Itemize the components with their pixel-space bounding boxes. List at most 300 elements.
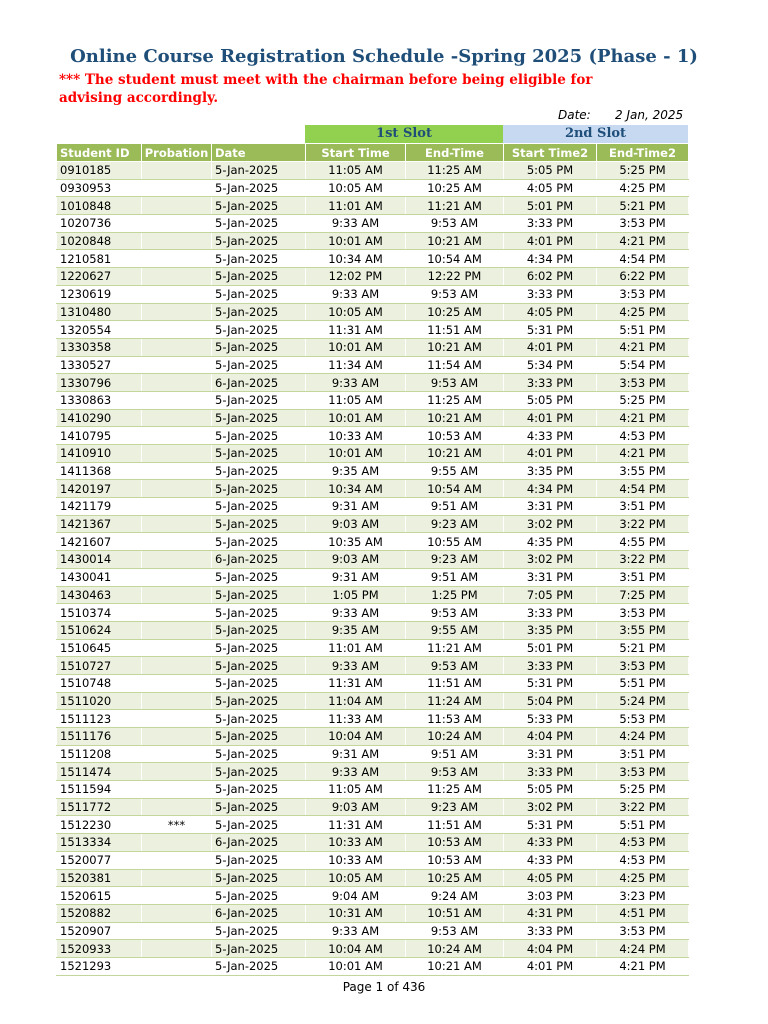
cell-probation: ***: [142, 816, 212, 834]
table-row: [57, 604, 689, 622]
cell-date: 5-Jan-2025: [212, 639, 306, 657]
cell-start-time: 10:05 AM: [306, 869, 406, 887]
cell-date: 5-Jan-2025: [212, 462, 306, 480]
cell-end-time2: 3:53 PM: [597, 374, 689, 392]
cell-start-time2: 4:33 PM: [504, 834, 597, 852]
cell-probation: [142, 745, 212, 763]
cell-start-time2: 5:05 PM: [504, 781, 597, 799]
cell-end-time: 9:23 AM: [406, 551, 504, 569]
cell-end-time: 11:51 AM: [406, 816, 504, 834]
cell-start-time2: 5:31 PM: [504, 816, 597, 834]
cell-date: 5-Jan-2025: [212, 940, 306, 958]
table-row: [57, 922, 689, 940]
cell-start-time: 10:33 AM: [306, 427, 406, 445]
cell-end-time: 9:53 AM: [406, 922, 504, 940]
cell-end-time2: 4:21 PM: [597, 445, 689, 463]
table-row: [57, 409, 689, 427]
cell-date: 5-Jan-2025: [212, 179, 306, 197]
cell-end-time: 12:22 PM: [406, 268, 504, 286]
cell-student-id: 0910185: [57, 162, 142, 180]
cell-end-time2: 5:54 PM: [597, 356, 689, 374]
cell-end-time: 10:25 AM: [406, 303, 504, 321]
cell-end-time: 10:25 AM: [406, 179, 504, 197]
cell-end-time2: 3:53 PM: [597, 604, 689, 622]
cell-probation: [142, 515, 212, 533]
cell-probation: [142, 674, 212, 692]
table-row: [57, 869, 689, 887]
cell-date: 5-Jan-2025: [212, 604, 306, 622]
cell-date: 5-Jan-2025: [212, 268, 306, 286]
cell-start-time2: 5:04 PM: [504, 692, 597, 710]
cell-start-time2: 5:34 PM: [504, 356, 597, 374]
cell-probation: [142, 179, 212, 197]
table-row: [57, 657, 689, 675]
table-row: [57, 728, 689, 746]
cell-date: 5-Jan-2025: [212, 887, 306, 905]
cell-end-time2: 4:21 PM: [597, 232, 689, 250]
cell-student-id: 1520077: [57, 851, 142, 869]
cell-start-time: 9:33 AM: [306, 215, 406, 233]
cell-start-time: 9:31 AM: [306, 745, 406, 763]
cell-start-time2: 5:05 PM: [504, 391, 597, 409]
cell-end-time: 10:24 AM: [406, 940, 504, 958]
cell-student-id: 1511208: [57, 745, 142, 763]
cell-start-time2: 3:35 PM: [504, 621, 597, 639]
cell-student-id: 1010848: [57, 197, 142, 215]
cell-start-time2: 3:33 PM: [504, 215, 597, 233]
cell-student-id: 1511176: [57, 728, 142, 746]
cell-end-time2: 4:51 PM: [597, 904, 689, 922]
cell-start-time: 10:01 AM: [306, 445, 406, 463]
cell-end-time: 11:21 AM: [406, 639, 504, 657]
cell-end-time2: 5:24 PM: [597, 692, 689, 710]
cell-end-time: 10:21 AM: [406, 445, 504, 463]
cell-student-id: 1520615: [57, 887, 142, 905]
date-label: Date:: [558, 108, 591, 122]
cell-end-time2: 5:51 PM: [597, 321, 689, 339]
table-row: [57, 639, 689, 657]
cell-end-time: 9:51 AM: [406, 568, 504, 586]
cell-date: 5-Jan-2025: [212, 498, 306, 516]
cell-probation: [142, 321, 212, 339]
cell-end-time: 10:53 AM: [406, 851, 504, 869]
cell-start-time2: 5:01 PM: [504, 639, 597, 657]
table-row: [57, 515, 689, 533]
cell-date: 5-Jan-2025: [212, 391, 306, 409]
table-row: [57, 391, 689, 409]
cell-start-time2: 3:31 PM: [504, 568, 597, 586]
cell-end-time2: 3:22 PM: [597, 515, 689, 533]
cell-end-time: 9:55 AM: [406, 621, 504, 639]
cell-start-time: 11:33 AM: [306, 710, 406, 728]
cell-probation: [142, 533, 212, 551]
cell-start-time2: 3:33 PM: [504, 763, 597, 781]
cell-end-time: 9:53 AM: [406, 285, 504, 303]
schedule-table: [56, 143, 689, 976]
cell-end-time2: 4:25 PM: [597, 869, 689, 887]
cell-end-time2: 4:54 PM: [597, 250, 689, 268]
table-row: [57, 586, 689, 604]
cell-end-time2: 5:21 PM: [597, 639, 689, 657]
cell-start-time: 10:01 AM: [306, 409, 406, 427]
cell-start-time2: 6:02 PM: [504, 268, 597, 286]
cell-end-time2: 3:51 PM: [597, 568, 689, 586]
cell-probation: [142, 303, 212, 321]
table-row: [57, 462, 689, 480]
cell-end-time: 10:54 AM: [406, 250, 504, 268]
page-title: Online Course Registration Schedule -Spring 2025 (Phase - 1): [70, 46, 698, 67]
cell-date: 5-Jan-2025: [212, 427, 306, 445]
cell-student-id: 1420197: [57, 480, 142, 498]
cell-student-id: 1510374: [57, 604, 142, 622]
cell-start-time2: 4:33 PM: [504, 427, 597, 445]
cell-start-time: 9:33 AM: [306, 374, 406, 392]
cell-probation: [142, 551, 212, 569]
cell-date: 5-Jan-2025: [212, 674, 306, 692]
cell-student-id: 1230619: [57, 285, 142, 303]
cell-end-time2: 6:22 PM: [597, 268, 689, 286]
cell-date: 6-Jan-2025: [212, 834, 306, 852]
cell-date: 5-Jan-2025: [212, 781, 306, 799]
cell-probation: [142, 940, 212, 958]
cell-end-time2: 4:21 PM: [597, 338, 689, 356]
cell-probation: [142, 409, 212, 427]
cell-student-id: 1411368: [57, 462, 142, 480]
cell-probation: [142, 621, 212, 639]
cell-end-time: 9:53 AM: [406, 763, 504, 781]
cell-start-time: 10:31 AM: [306, 904, 406, 922]
cell-probation: [142, 798, 212, 816]
cell-student-id: 1310480: [57, 303, 142, 321]
table-row: [57, 197, 689, 215]
cell-end-time: 11:24 AM: [406, 692, 504, 710]
cell-start-time: 9:33 AM: [306, 922, 406, 940]
cell-start-time2: 4:31 PM: [504, 904, 597, 922]
cell-end-time2: 4:53 PM: [597, 834, 689, 852]
cell-student-id: 1330863: [57, 391, 142, 409]
cell-start-time2: 4:05 PM: [504, 179, 597, 197]
cell-start-time: 11:31 AM: [306, 674, 406, 692]
cell-student-id: 1430463: [57, 586, 142, 604]
cell-end-time: 11:25 AM: [406, 162, 504, 180]
cell-student-id: 1330796: [57, 374, 142, 392]
cell-probation: [142, 480, 212, 498]
slot1-header: 1st Slot: [305, 125, 503, 143]
cell-start-time: 11:04 AM: [306, 692, 406, 710]
cell-date: 5-Jan-2025: [212, 586, 306, 604]
table-row: [57, 621, 689, 639]
cell-end-time: 9:51 AM: [406, 745, 504, 763]
cell-date: 5-Jan-2025: [212, 728, 306, 746]
cell-student-id: 1320554: [57, 321, 142, 339]
table-row: [57, 215, 689, 233]
table-row: [57, 303, 689, 321]
cell-end-time2: 5:51 PM: [597, 816, 689, 834]
cell-start-time: 10:33 AM: [306, 834, 406, 852]
cell-end-time2: 5:25 PM: [597, 162, 689, 180]
cell-end-time2: 3:53 PM: [597, 215, 689, 233]
cell-student-id: 1510624: [57, 621, 142, 639]
cell-date: 5-Jan-2025: [212, 869, 306, 887]
cell-student-id: 1421367: [57, 515, 142, 533]
cell-start-time2: 5:01 PM: [504, 197, 597, 215]
cell-end-time: 10:25 AM: [406, 869, 504, 887]
col-header-end-time2: End-Time2: [597, 144, 689, 162]
cell-start-time: 11:05 AM: [306, 162, 406, 180]
cell-student-id: 1510645: [57, 639, 142, 657]
cell-probation: [142, 445, 212, 463]
table-row: [57, 834, 689, 852]
cell-end-time2: 3:53 PM: [597, 657, 689, 675]
date-value: 2 Jan, 2025: [615, 108, 684, 122]
cell-probation: [142, 887, 212, 905]
table-row: [57, 445, 689, 463]
cell-student-id: 1511020: [57, 692, 142, 710]
cell-start-time2: 3:02 PM: [504, 551, 597, 569]
cell-end-time2: 3:23 PM: [597, 887, 689, 905]
cell-student-id: 1511123: [57, 710, 142, 728]
cell-start-time: 11:01 AM: [306, 639, 406, 657]
cell-start-time2: 5:33 PM: [504, 710, 597, 728]
cell-end-time2: 4:21 PM: [597, 409, 689, 427]
cell-start-time2: 3:33 PM: [504, 657, 597, 675]
table-header-row: [57, 144, 689, 162]
cell-probation: [142, 391, 212, 409]
cell-end-time2: 5:25 PM: [597, 391, 689, 409]
cell-date: 5-Jan-2025: [212, 232, 306, 250]
col-header-start-time2: Start Time2: [504, 144, 597, 162]
cell-probation: [142, 957, 212, 975]
cell-end-time2: 4:21 PM: [597, 957, 689, 975]
cell-start-time: 9:03 AM: [306, 551, 406, 569]
cell-end-time: 1:25 PM: [406, 586, 504, 604]
cell-start-time: 9:31 AM: [306, 568, 406, 586]
cell-end-time: 11:51 AM: [406, 321, 504, 339]
cell-end-time: 10:53 AM: [406, 834, 504, 852]
cell-date: 5-Jan-2025: [212, 480, 306, 498]
cell-end-time: 10:21 AM: [406, 957, 504, 975]
table-row: [57, 674, 689, 692]
cell-probation: [142, 834, 212, 852]
cell-probation: [142, 851, 212, 869]
cell-start-time: 10:01 AM: [306, 338, 406, 356]
cell-start-time: 10:04 AM: [306, 728, 406, 746]
table-row: [57, 904, 689, 922]
cell-student-id: 1210581: [57, 250, 142, 268]
cell-student-id: 1410910: [57, 445, 142, 463]
cell-start-time2: 3:03 PM: [504, 887, 597, 905]
cell-end-time2: 5:25 PM: [597, 781, 689, 799]
cell-end-time2: 5:21 PM: [597, 197, 689, 215]
cell-date: 5-Jan-2025: [212, 568, 306, 586]
cell-date: 5-Jan-2025: [212, 851, 306, 869]
cell-date: 5-Jan-2025: [212, 197, 306, 215]
cell-student-id: 1421179: [57, 498, 142, 516]
cell-date: 5-Jan-2025: [212, 285, 306, 303]
cell-end-time2: 4:24 PM: [597, 728, 689, 746]
cell-date: 5-Jan-2025: [212, 621, 306, 639]
cell-probation: [142, 922, 212, 940]
cell-end-time: 11:21 AM: [406, 197, 504, 215]
cell-start-time2: 5:31 PM: [504, 321, 597, 339]
cell-student-id: 1410290: [57, 409, 142, 427]
cell-probation: [142, 498, 212, 516]
cell-end-time2: 3:53 PM: [597, 922, 689, 940]
cell-probation: [142, 869, 212, 887]
cell-start-time2: 4:01 PM: [504, 232, 597, 250]
cell-date: 6-Jan-2025: [212, 904, 306, 922]
cell-end-time2: 4:53 PM: [597, 427, 689, 445]
cell-date: 5-Jan-2025: [212, 445, 306, 463]
cell-date: 5-Jan-2025: [212, 356, 306, 374]
cell-student-id: 1020736: [57, 215, 142, 233]
cell-date: 5-Jan-2025: [212, 215, 306, 233]
cell-end-time2: 3:51 PM: [597, 745, 689, 763]
cell-end-time2: 4:53 PM: [597, 851, 689, 869]
cell-start-time: 10:35 AM: [306, 533, 406, 551]
cell-probation: [142, 197, 212, 215]
cell-date: 5-Jan-2025: [212, 515, 306, 533]
cell-student-id: 1410795: [57, 427, 142, 445]
cell-date: 5-Jan-2025: [212, 798, 306, 816]
cell-student-id: 1520933: [57, 940, 142, 958]
cell-probation: [142, 215, 212, 233]
cell-start-time2: 3:33 PM: [504, 374, 597, 392]
cell-start-time2: 4:05 PM: [504, 869, 597, 887]
cell-start-time: 10:04 AM: [306, 940, 406, 958]
table-row: [57, 816, 689, 834]
table-row: [57, 232, 689, 250]
table-row: [57, 498, 689, 516]
cell-end-time: 9:23 AM: [406, 515, 504, 533]
cell-start-time: 11:34 AM: [306, 356, 406, 374]
cell-start-time2: 3:33 PM: [504, 922, 597, 940]
cell-end-time: 9:24 AM: [406, 887, 504, 905]
table-row: [57, 745, 689, 763]
cell-end-time: 9:53 AM: [406, 657, 504, 675]
cell-start-time: 9:35 AM: [306, 462, 406, 480]
col-header-probation: Probation: [142, 144, 212, 162]
cell-end-time2: 3:53 PM: [597, 285, 689, 303]
page-number: Page 1 of 436: [342, 980, 426, 994]
cell-date: 5-Jan-2025: [212, 710, 306, 728]
cell-probation: [142, 356, 212, 374]
cell-end-time: 11:53 AM: [406, 710, 504, 728]
cell-end-time2: 3:22 PM: [597, 798, 689, 816]
cell-student-id: 1220627: [57, 268, 142, 286]
cell-end-time: 9:23 AM: [406, 798, 504, 816]
cell-start-time2: 4:34 PM: [504, 480, 597, 498]
cell-probation: [142, 162, 212, 180]
cell-end-time2: 4:54 PM: [597, 480, 689, 498]
cell-end-time2: 4:25 PM: [597, 303, 689, 321]
table-row: [57, 533, 689, 551]
cell-start-time: 11:05 AM: [306, 391, 406, 409]
table-row: [57, 268, 689, 286]
table-row: [57, 781, 689, 799]
cell-date: 6-Jan-2025: [212, 551, 306, 569]
cell-end-time: 10:51 AM: [406, 904, 504, 922]
cell-student-id: 1421607: [57, 533, 142, 551]
table-row: [57, 798, 689, 816]
cell-start-time2: 4:01 PM: [504, 445, 597, 463]
cell-end-time: 9:53 AM: [406, 215, 504, 233]
cell-probation: [142, 904, 212, 922]
table-row: [57, 285, 689, 303]
cell-student-id: 1330527: [57, 356, 142, 374]
cell-student-id: 1511594: [57, 781, 142, 799]
cell-probation: [142, 250, 212, 268]
cell-probation: [142, 728, 212, 746]
cell-student-id: 1430014: [57, 551, 142, 569]
cell-start-time2: 5:31 PM: [504, 674, 597, 692]
col-header-start-time: Start Time: [306, 144, 406, 162]
cell-end-time2: 3:51 PM: [597, 498, 689, 516]
cell-start-time2: 3:02 PM: [504, 798, 597, 816]
cell-end-time: 10:55 AM: [406, 533, 504, 551]
cell-start-time: 10:33 AM: [306, 851, 406, 869]
cell-end-time2: 7:25 PM: [597, 586, 689, 604]
cell-end-time2: 4:25 PM: [597, 179, 689, 197]
cell-date: 5-Jan-2025: [212, 657, 306, 675]
cell-start-time: 10:01 AM: [306, 232, 406, 250]
table-row: [57, 427, 689, 445]
cell-student-id: 1513334: [57, 834, 142, 852]
cell-start-time2: 4:01 PM: [504, 338, 597, 356]
cell-start-time: 9:04 AM: [306, 887, 406, 905]
cell-date: 5-Jan-2025: [212, 533, 306, 551]
cell-end-time2: 4:24 PM: [597, 940, 689, 958]
cell-start-time: 9:03 AM: [306, 798, 406, 816]
cell-start-time: 11:05 AM: [306, 781, 406, 799]
cell-probation: [142, 692, 212, 710]
cell-start-time: 10:05 AM: [306, 303, 406, 321]
cell-probation: [142, 568, 212, 586]
cell-end-time2: 3:22 PM: [597, 551, 689, 569]
cell-probation: [142, 374, 212, 392]
cell-date: 5-Jan-2025: [212, 922, 306, 940]
cell-start-time: 9:31 AM: [306, 498, 406, 516]
cell-student-id: 1521293: [57, 957, 142, 975]
cell-end-time: 11:25 AM: [406, 781, 504, 799]
cell-end-time: 10:21 AM: [406, 232, 504, 250]
table-row: [57, 321, 689, 339]
table-row: [57, 957, 689, 975]
cell-date: 5-Jan-2025: [212, 763, 306, 781]
cell-start-time2: 5:05 PM: [504, 162, 597, 180]
cell-end-time: 10:24 AM: [406, 728, 504, 746]
cell-start-time: 10:34 AM: [306, 250, 406, 268]
cell-date: 5-Jan-2025: [212, 250, 306, 268]
cell-probation: [142, 657, 212, 675]
cell-date: 5-Jan-2025: [212, 692, 306, 710]
cell-start-time: 10:05 AM: [306, 179, 406, 197]
cell-start-time2: 4:05 PM: [504, 303, 597, 321]
table-row: [57, 940, 689, 958]
table-row: [57, 692, 689, 710]
cell-probation: [142, 338, 212, 356]
cell-student-id: 0930953: [57, 179, 142, 197]
table-row: [57, 568, 689, 586]
cell-student-id: 1520907: [57, 922, 142, 940]
cell-date: 5-Jan-2025: [212, 745, 306, 763]
cell-start-time: 11:01 AM: [306, 197, 406, 215]
cell-date: 5-Jan-2025: [212, 816, 306, 834]
table-row: [57, 551, 689, 569]
table-row: [57, 851, 689, 869]
cell-end-time: 9:53 AM: [406, 374, 504, 392]
col-header-end-time: End-Time: [406, 144, 504, 162]
